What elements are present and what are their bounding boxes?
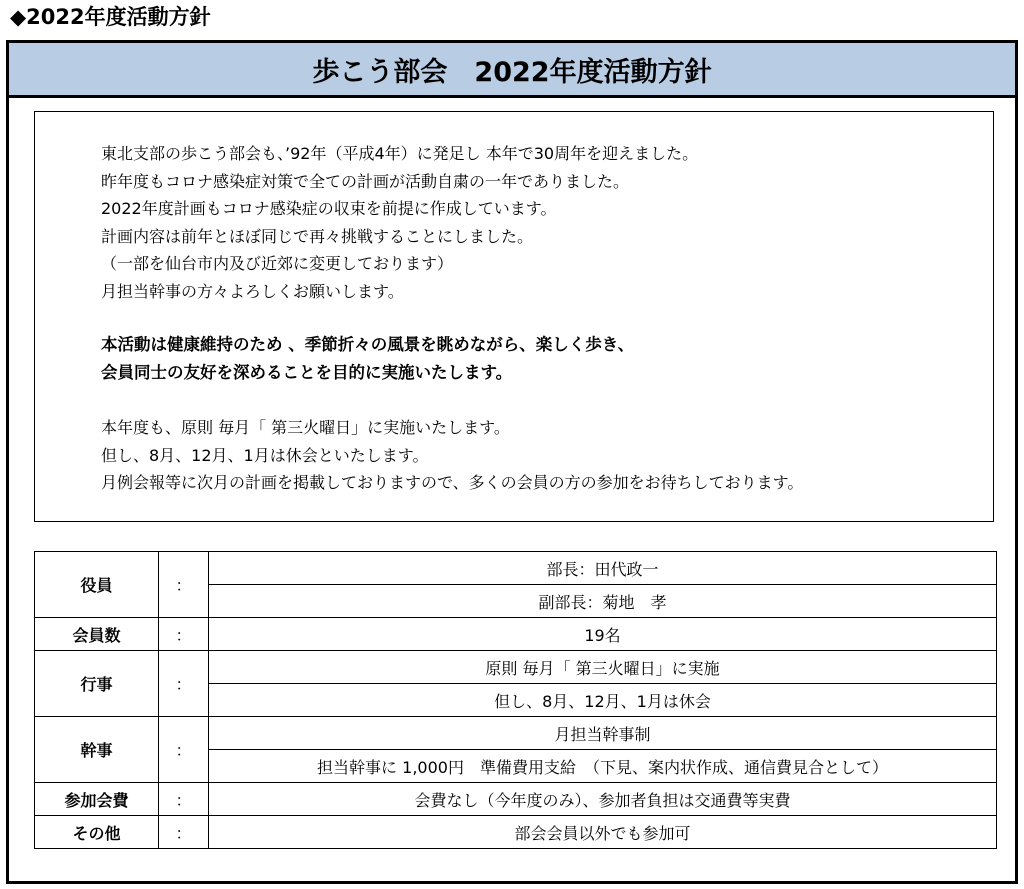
intro-paragraph-purpose bbox=[101, 331, 634, 386]
table-row bbox=[35, 651, 997, 684]
value-officers-chief: 部長：田代政一 bbox=[209, 552, 997, 585]
colon: ： bbox=[159, 783, 209, 816]
row-label-officers: 役員 bbox=[35, 552, 159, 618]
value-officers-deputy: 副部長：菊地 孝 bbox=[209, 585, 997, 618]
info-table bbox=[34, 551, 997, 849]
schedule-line: 但し、8月、12月、1月は休会といたします。 bbox=[101, 445, 429, 465]
row-label-fee: 参加会費 bbox=[35, 783, 159, 816]
purpose-line: 本活動は健康維持のため 、季節折々の風景を眺めながら、楽しく歩き、 bbox=[101, 335, 635, 354]
intro-line: 2022年度計画もコロナ感染症の収束を前提に作成しています。 bbox=[101, 199, 557, 218]
policy-frame bbox=[6, 40, 1018, 884]
colon: ： bbox=[159, 552, 209, 618]
value-fee: 会費なし（今年度のみ）、参加者負担は交通費等実費 bbox=[209, 783, 997, 816]
row-label-other: その他 bbox=[35, 816, 159, 849]
value-events-rule: 原則 毎月「 第三火曜日」に実施 bbox=[209, 651, 997, 684]
intro-paragraph-1 bbox=[101, 140, 698, 305]
table-row bbox=[35, 552, 997, 585]
table-row bbox=[35, 717, 997, 750]
intro-line: （一部を仙台市内及び近郊に変更しております） bbox=[101, 254, 454, 273]
table-row bbox=[35, 618, 997, 651]
value-secretary-system: 月担当幹事制 bbox=[209, 717, 997, 750]
intro-line: 東北支部の歩こう部会も、’92年（平成4年）に発足し 本年で30周年を迎えました。 bbox=[101, 144, 699, 163]
value-secretary-allowance: 担当幹事に 1,000円 準備費用支給 （下見、案内状作成、通信費見合として） bbox=[209, 750, 997, 783]
row-label-secretary: 幹事 bbox=[35, 717, 159, 783]
row-label-members: 会員数 bbox=[35, 618, 159, 651]
row-label-events: 行事 bbox=[35, 651, 159, 717]
intro-box bbox=[34, 111, 994, 522]
intro-line: 昨年度もコロナ感染症対策で全ての計画が活動自粛の一年でありました。 bbox=[101, 171, 630, 191]
colon: ： bbox=[159, 717, 209, 783]
table-row bbox=[35, 783, 997, 816]
intro-line: 計画内容は前年とほぼ同じで再々挑戦することにしました。 bbox=[101, 226, 534, 246]
schedule-line: 月例会報等に次月の計画を掲載しておりますので、多くの会員の方の参加をお待ちしております。 bbox=[101, 473, 804, 492]
page-heading: ◆2022年度活動方針 bbox=[10, 5, 211, 29]
intro-paragraph-schedule bbox=[101, 414, 803, 497]
document-title: 歩こう部会 2022年度活動方針 bbox=[9, 43, 1015, 98]
colon: ： bbox=[159, 618, 209, 651]
value-members: 19名 bbox=[209, 618, 997, 651]
value-other: 部会会員以外でも参加可 bbox=[209, 816, 997, 849]
value-events-break: 但し、8月、12月、1月は休会 bbox=[209, 684, 997, 717]
colon: ： bbox=[159, 651, 209, 717]
colon: ： bbox=[159, 816, 209, 849]
schedule-line: 本年度も、原則 毎月「 第三火曜日」に実施いたします。 bbox=[101, 418, 510, 437]
purpose-line: 会員同士の友好を深めることを目的に実施いたします。 bbox=[101, 362, 513, 382]
table-row bbox=[35, 816, 997, 849]
intro-line: 月担当幹事の方々よろしくお願いします。 bbox=[101, 281, 404, 301]
